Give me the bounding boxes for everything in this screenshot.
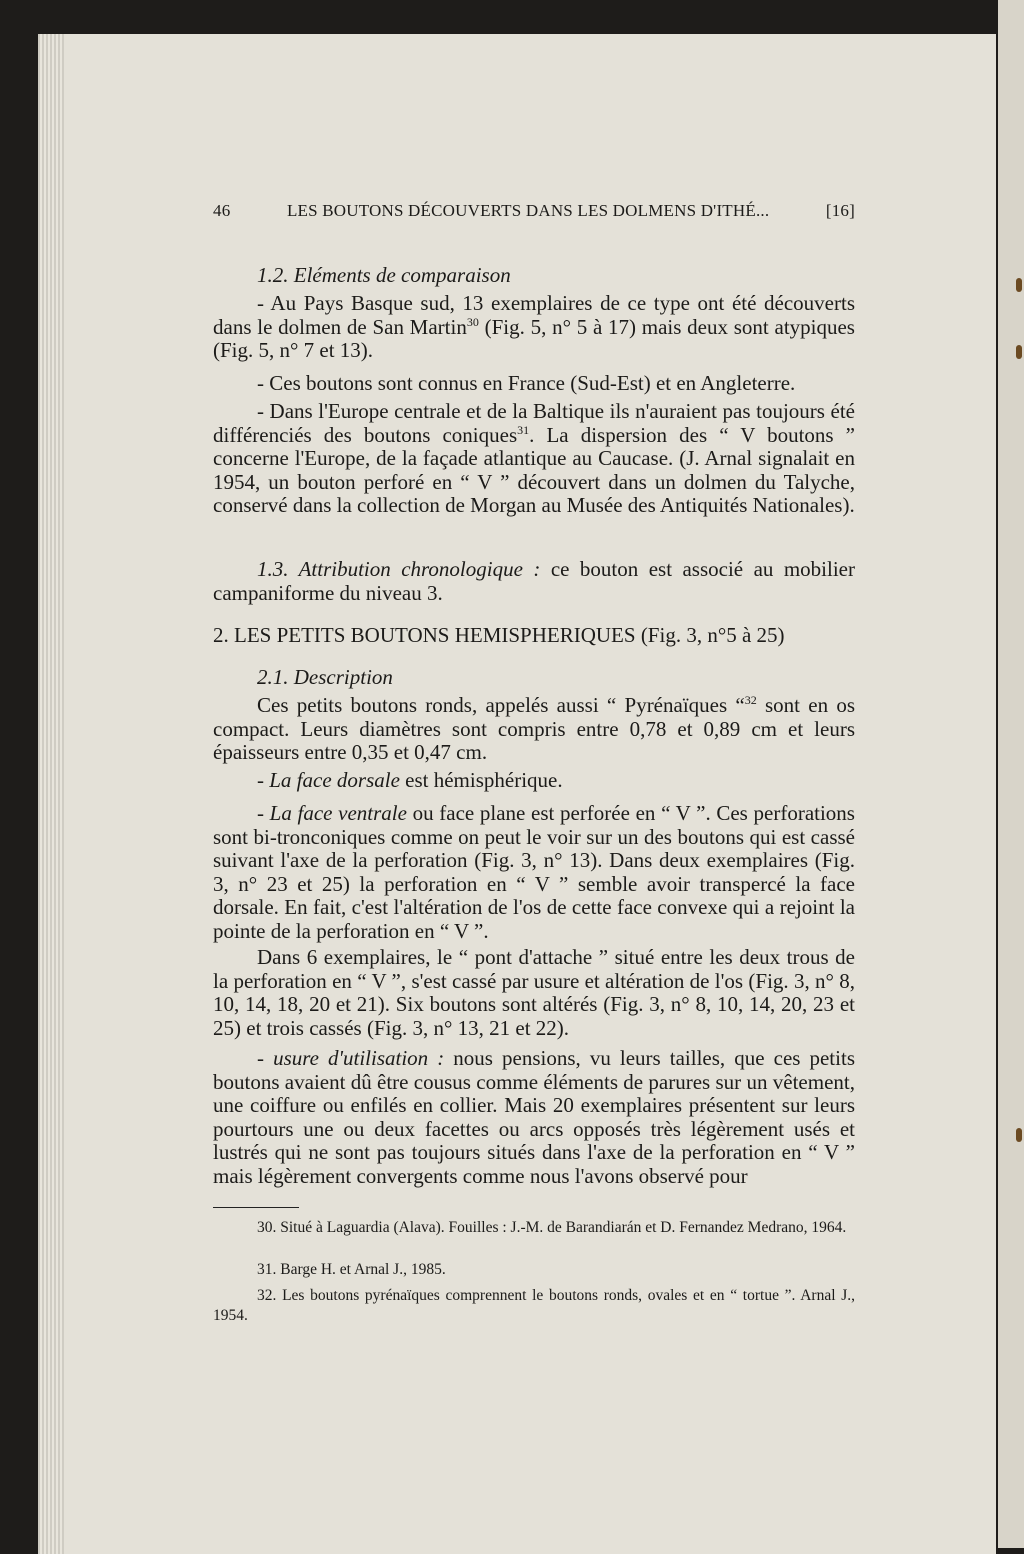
text-run: - Dans l'Europe centrale et de la Baltique ils n'auraient pas toujours été différenciés des boutons coniques: [213, 399, 855, 447]
text-run: 31. Barge H. et Arnal J., 1985.: [257, 1261, 446, 1278]
text-run: -: [257, 801, 270, 825]
italic-text: usure d'utilisation :: [273, 1046, 445, 1070]
text-run: (Fig. 5, n° 5 à 17) mais deux sont atypiques (Fig. 5, n° 7 et 13).: [213, 314, 855, 363]
binding-mark: [1016, 278, 1022, 292]
text-run: . La dispersion des “ V boutons ” concerne l'Europe, de la façade atlantique au Caucase. (J. Arnal signalait en 1954, un bouton perforé en “ V ” découvert dans un dolmen du Talyche, conservé dans la collection de Morgan au Musée des Antiquités Nationales).: [213, 422, 856, 518]
italic-text: La face dorsale: [269, 768, 400, 792]
footnote-30: [213, 1218, 855, 1238]
footnote-ref: 32: [744, 693, 757, 707]
italic-text: 1.3. Attribution chronologique :: [257, 557, 541, 581]
para-face-ventrale: [213, 802, 855, 944]
text-run: Dans 6 exemplaires, le “ pont d'attache ” situé entre les deux trous de la perforation en “ V ”, s'est cassé par usure et altération de l'os (Fig. 3, n° 8, 10, 14, 18, 20 et 21). Six boutons sont altérés (Fig. 3, n° 8, 10, 14, 20, 23 et 25) et trois cassés (Fig. 3, n° 13, 21 et 22).: [213, 945, 855, 1040]
running-title: LES BOUTONS DÉCOUVERTS DANS LES DOLMENS D'ITHÉ...: [286, 201, 770, 220]
facing-page-edge: [998, 0, 1024, 1548]
footnote-31: [213, 1260, 855, 1280]
page-edge-stack: [38, 34, 64, 1554]
text-run: ce bouton est associé au mobilier campaniforme du niveau 3.: [213, 557, 855, 605]
page-number: 46: [213, 201, 231, 220]
text-run: -: [257, 768, 270, 792]
para-pays-basque: [213, 292, 855, 363]
text-run: - Ces boutons sont connus en France (Sud-Est) et en Angleterre.: [257, 371, 796, 395]
binding-mark: [1016, 1128, 1022, 1142]
para-europe: [213, 400, 855, 518]
text-run: ou face plane est perforée en “ V ”. Ces perforations sont bi-tronconiques comme on peut le voir sur un des boutons qui est cassé suivant l'axe de la perforation (Fig. 3, n° 13). Dans deux exemplaires (Fig. 3, n° 23 et 25) la perforation en “ V ” semble avoir transpercé la face dorsale. En fait, c'est l'altération de l'os de cette face convexe qui a rejoint la pointe de la perforation en “ V ”.: [213, 801, 855, 943]
para-six-exemplaires: [213, 946, 855, 1040]
text-run: 30. Situé à Laguardia (Alava). Fouilles : J.-M. de Barandiarán et D. Fernandez Medrano, 1964.: [257, 1219, 847, 1236]
text-run: Ces petits boutons ronds, appelés aussi “ Pyrénaïques “: [257, 693, 745, 717]
text-run: est hémisphérique.: [399, 768, 563, 792]
text-run: 32. Les boutons pyrénaïques comprennent le boutons ronds, ovales et en “ tortue ”. Arnal J., 1954.: [213, 1287, 855, 1324]
binding-mark: [1016, 345, 1022, 359]
para-france: [213, 372, 855, 396]
running-header: [213, 201, 855, 221]
para-face-dorsale: [213, 769, 855, 793]
text-run: - Au Pays Basque sud, 13 exemplaires de ce type ont été découverts dans le dolmen de San Martin: [213, 291, 855, 339]
para-attribution: [213, 558, 855, 605]
heading-2: [213, 624, 855, 648]
heading-1-2: [213, 264, 855, 288]
footnote-32: [213, 1286, 855, 1326]
text-run: sont en os compact. Leurs diamètres sont compris entre 0,78 et 0,89 cm et leurs épaisseurs entre 0,35 et 0,47 cm.: [213, 693, 856, 765]
text-run: nous pensions, vu leurs tailles, que ces petits boutons avaient dû être cousus comme éléments de parures sur un vêtement, une coiffure ou enfilés en collier. Mais 20 exemplaires présentent sur leurs pourtours une ou deux facettes ou arcs opposés très légèrement usés et lustrés qui ne sont pas toujours situés dans l'axe de la perforation en “ V ” mais légèrement convergents comme nous l'avons observé pour: [213, 1046, 855, 1188]
text-run: -: [257, 1046, 274, 1070]
italic-text: 2.1. Description: [257, 665, 393, 689]
heading-2-1: [213, 666, 855, 690]
text-run: 2. LES PETITS BOUTONS HEMISPHERIQUES (Fig. 3, n°5 à 25): [213, 623, 785, 647]
section-ref: [16]: [825, 201, 855, 220]
footnote-rule: [213, 1207, 299, 1208]
italic-text: La face ventrale: [269, 801, 407, 825]
italic-text: 1.2. Eléments de comparaison: [257, 263, 511, 287]
footnote-ref: 31: [517, 422, 530, 437]
footnote-ref: 30: [466, 314, 479, 329]
scanned-page: [38, 34, 996, 1554]
para-usure: [213, 1047, 855, 1189]
para-description: [213, 694, 855, 765]
